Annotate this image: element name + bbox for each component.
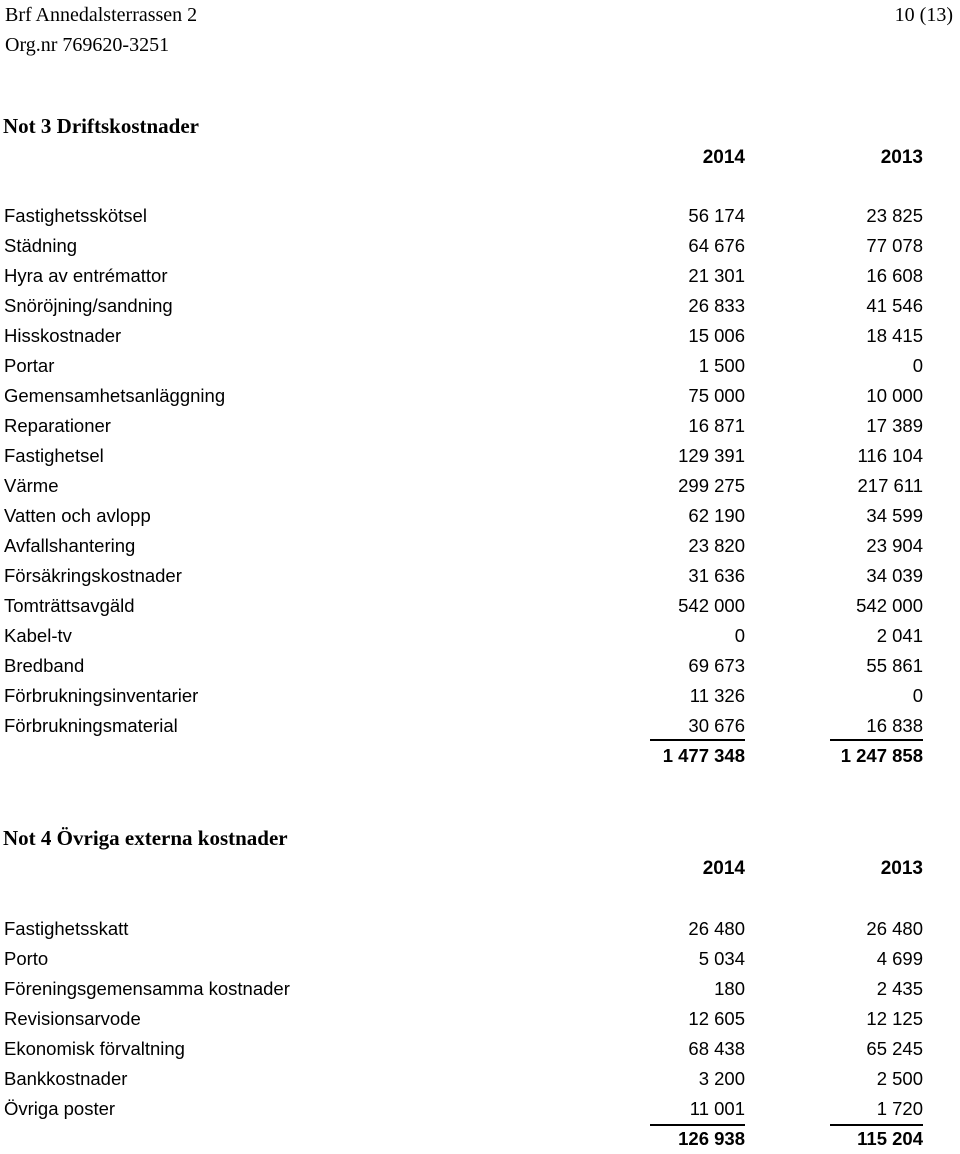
row-value-2014: 31 636 [688, 565, 745, 586]
note3-total-2014: 1 477 348 [662, 745, 745, 766]
row-value-2014: 62 190 [688, 505, 745, 526]
note4-total-2013: 115 204 [857, 1128, 923, 1149]
row-label: Tomträttsavgäld [4, 595, 135, 616]
row-value-2014: 0 [734, 625, 745, 646]
note4-year-2014: 2014 [702, 858, 745, 879]
note4-year-header [0, 855, 960, 883]
table-row [0, 561, 960, 591]
row-value-2014: 5 034 [698, 948, 745, 969]
row-value-2013: 65 245 [866, 1038, 923, 1059]
row-value-2014: 11 326 [689, 685, 745, 706]
row-value-2013: 34 599 [866, 505, 923, 526]
note3-year-2013: 2013 [880, 147, 923, 168]
row-value-2013: 18 415 [866, 325, 923, 346]
table-row [0, 381, 960, 411]
table-row [0, 411, 960, 441]
row-label: Vatten och avlopp [4, 505, 151, 526]
row-value-2013: 217 611 [857, 475, 923, 496]
row-label: Förbrukningsinventarier [4, 685, 199, 706]
row-label: Bankkostnader [4, 1068, 128, 1089]
note4-year-2013: 2013 [880, 858, 923, 879]
row-value-2014: 75 000 [688, 385, 745, 406]
table-row [0, 291, 960, 321]
table-row [0, 441, 960, 471]
row-label: Portar [4, 355, 55, 376]
row-value-2013: 542 000 [856, 595, 923, 616]
row-value-2014: 129 391 [678, 445, 745, 466]
row-value-2013: 41 546 [866, 295, 923, 316]
row-value-2014: 23 820 [688, 535, 745, 556]
table-row [0, 1004, 960, 1034]
row-value-2014: 64 676 [688, 235, 745, 256]
company-name: Brf Annedalsterrassen 2 [5, 4, 198, 26]
row-label: Hyra av entrémattor [4, 265, 168, 286]
note4-total-row [0, 1124, 960, 1154]
note3-year-header [0, 144, 960, 172]
note3-table [0, 201, 960, 741]
page-header [5, 0, 955, 60]
row-value-2014: 69 673 [688, 655, 745, 676]
table-row [0, 651, 960, 681]
row-value-2014: 21 301 [688, 265, 745, 286]
row-value-2013: 2 041 [876, 625, 923, 646]
row-value-2014: 3 200 [698, 1068, 745, 1089]
note3-total-2013: 1 247 858 [840, 745, 923, 766]
row-value-2014: 16 871 [688, 415, 745, 436]
row-value-2014: 12 605 [688, 1008, 745, 1029]
row-label: Hisskostnader [4, 325, 122, 346]
note4-total-2014: 126 938 [678, 1128, 745, 1149]
note3-year-2014: 2014 [702, 147, 745, 168]
page-number: 10 (13) [894, 4, 953, 26]
row-label: Snöröjning/sandning [4, 295, 173, 316]
note3-title: Not 3 Driftskostnader [3, 114, 199, 138]
row-label: Kabel-tv [4, 625, 72, 646]
row-value-2013: 116 104 [857, 445, 923, 466]
note4-table [0, 914, 960, 1124]
row-value-2014: 15 006 [688, 325, 745, 346]
table-row [0, 531, 960, 561]
row-label: Städning [4, 235, 78, 256]
row-value-2013: 4 699 [876, 948, 923, 969]
table-row [0, 914, 960, 944]
row-value-2013: 0 [912, 685, 923, 706]
row-label: Ekonomisk förvaltning [4, 1038, 185, 1059]
org-number: Org.nr 769620-3251 [5, 34, 170, 56]
table-row [0, 261, 960, 291]
row-label: Revisionsarvode [4, 1008, 141, 1029]
row-label: Bredband [4, 655, 85, 676]
table-row [0, 591, 960, 621]
row-value-2013: 1 720 [876, 1098, 923, 1119]
row-label: Fastighetsel [4, 445, 104, 466]
row-value-2014: 1 500 [698, 355, 745, 376]
row-value-2014: 26 833 [688, 295, 745, 316]
row-value-2014: 56 174 [688, 205, 745, 226]
row-value-2013: 23 825 [866, 205, 923, 226]
row-label: Värme [4, 475, 59, 496]
row-value-2013: 77 078 [866, 235, 923, 256]
table-row [0, 231, 960, 261]
row-label: Porto [4, 948, 49, 969]
row-label: Reparationer [4, 415, 111, 436]
table-row [0, 1034, 960, 1064]
row-value-2013: 16 838 [866, 715, 923, 736]
table-row [0, 321, 960, 351]
table-row [0, 501, 960, 531]
row-label: Övriga poster [4, 1098, 116, 1119]
row-value-2013: 55 861 [866, 655, 923, 676]
row-label: Förbrukningsmaterial [4, 715, 178, 736]
row-value-2013: 2 500 [876, 1068, 923, 1089]
row-value-2014: 30 676 [688, 715, 745, 736]
table-row [0, 201, 960, 231]
table-row [0, 351, 960, 381]
row-value-2013: 26 480 [866, 918, 923, 939]
table-row [0, 681, 960, 711]
row-label: Fastighetsskötsel [4, 205, 147, 226]
row-value-2013: 0 [912, 355, 923, 376]
row-label: Avfallshantering [4, 535, 136, 556]
row-value-2013: 23 904 [866, 535, 923, 556]
row-value-2013: 12 125 [866, 1008, 923, 1029]
table-row [0, 944, 960, 974]
table-row [0, 711, 960, 741]
row-label: Fastighetsskatt [4, 918, 129, 939]
table-row [0, 974, 960, 1004]
row-value-2014: 68 438 [688, 1038, 745, 1059]
row-label: Föreningsgemensamma kostnader [4, 978, 290, 999]
note4-title: Not 4 Övriga externa kostnader [3, 826, 288, 850]
table-row [0, 471, 960, 501]
row-value-2013: 2 435 [876, 978, 923, 999]
row-label: Gemensamhetsanläggning [4, 385, 226, 406]
row-value-2014: 542 000 [678, 595, 745, 616]
table-row [0, 1094, 960, 1124]
row-value-2013: 10 000 [866, 385, 923, 406]
note3-total-row [0, 741, 960, 771]
row-value-2014: 11 001 [689, 1098, 745, 1119]
row-value-2014: 299 275 [678, 475, 745, 496]
table-row [0, 1064, 960, 1094]
row-value-2013: 34 039 [866, 565, 923, 586]
row-value-2014: 26 480 [688, 918, 745, 939]
table-row [0, 621, 960, 651]
row-value-2013: 16 608 [866, 265, 923, 286]
row-value-2014: 180 [714, 978, 745, 999]
row-label: Försäkringskostnader [4, 565, 182, 586]
row-value-2013: 17 389 [866, 415, 923, 436]
